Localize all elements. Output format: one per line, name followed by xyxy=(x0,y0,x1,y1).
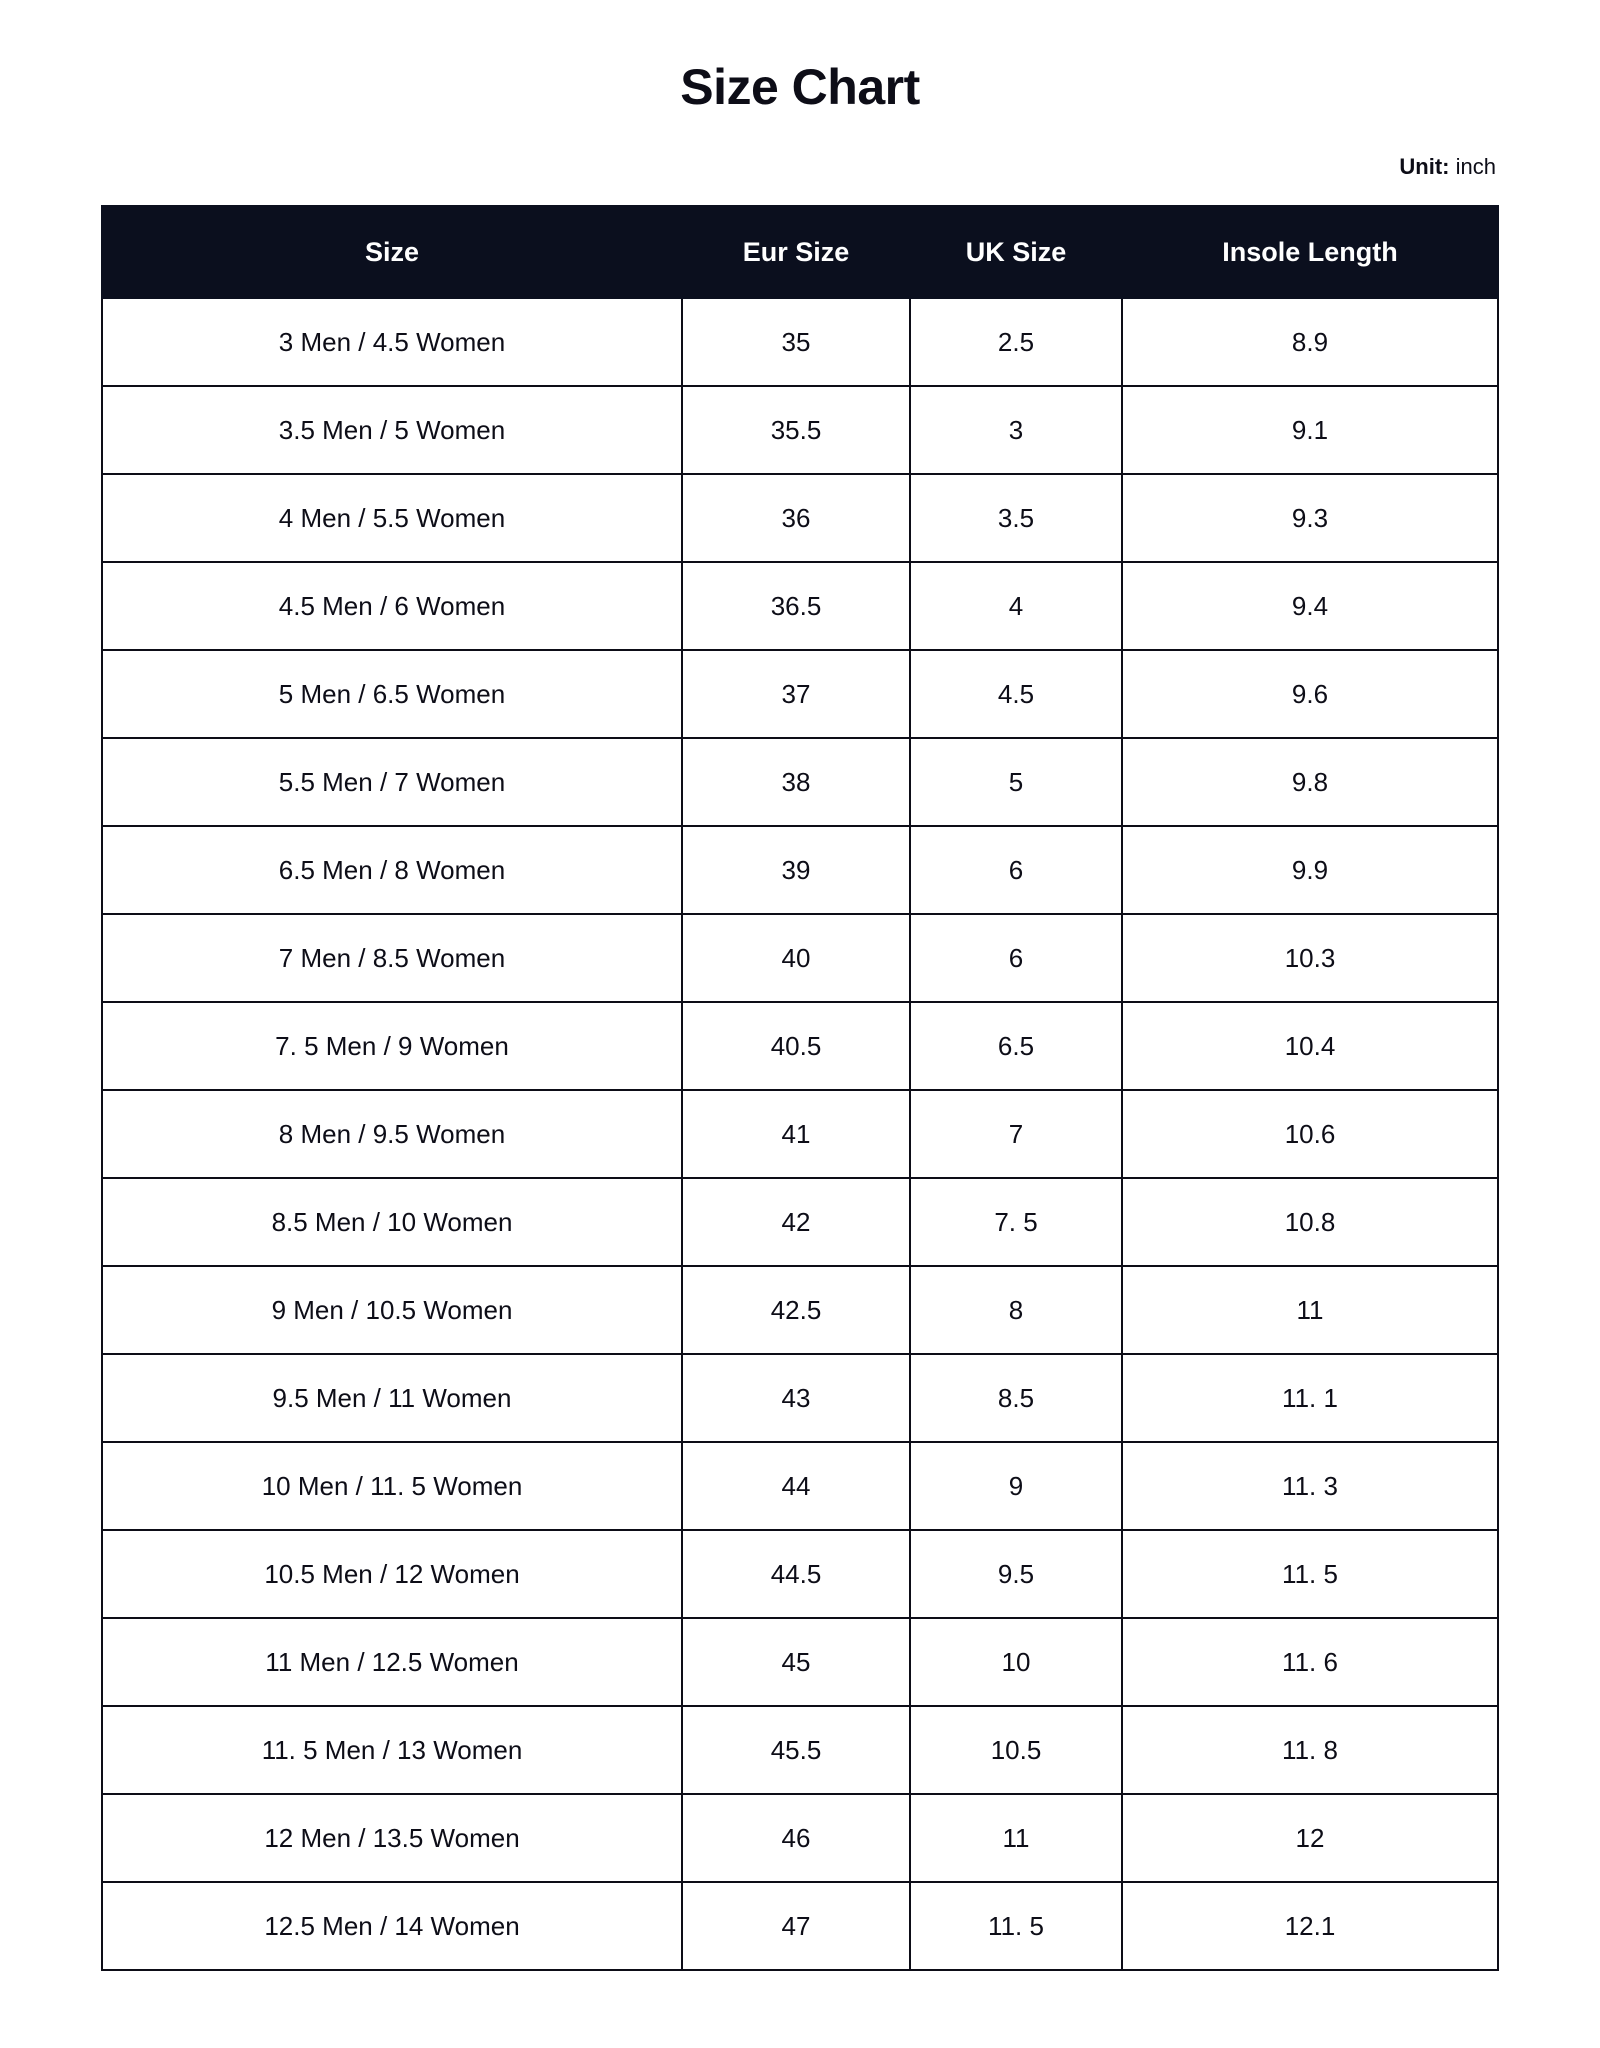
table-row xyxy=(102,1266,1498,1354)
cell-uk-size: 11. 5 xyxy=(910,1882,1122,1970)
cell-eur-size: 44 xyxy=(682,1442,910,1530)
cell-uk-size: 7. 5 xyxy=(910,1178,1122,1266)
cell-eur-size: 45.5 xyxy=(682,1706,910,1794)
table-row xyxy=(102,738,1498,826)
cell-insole-length: 11. 5 xyxy=(1122,1530,1498,1618)
cell-eur-size: 43 xyxy=(682,1354,910,1442)
cell-size: 3 Men / 4.5 Women xyxy=(102,298,682,386)
table-row xyxy=(102,650,1498,738)
cell-insole-length: 12 xyxy=(1122,1794,1498,1882)
cell-insole-length: 10.4 xyxy=(1122,1002,1498,1090)
cell-eur-size: 36 xyxy=(682,474,910,562)
table-row xyxy=(102,826,1498,914)
cell-size: 12 Men / 13.5 Women xyxy=(102,1794,682,1882)
column-header-size: Size xyxy=(102,206,682,298)
table-body xyxy=(102,298,1498,1970)
cell-insole-length: 9.8 xyxy=(1122,738,1498,826)
cell-eur-size: 40.5 xyxy=(682,1002,910,1090)
cell-uk-size: 3.5 xyxy=(910,474,1122,562)
unit-value: inch xyxy=(1455,154,1496,179)
page-title: Size Chart xyxy=(680,59,920,115)
cell-uk-size: 5 xyxy=(910,738,1122,826)
cell-size: 4 Men / 5.5 Women xyxy=(102,474,682,562)
cell-uk-size: 7 xyxy=(910,1090,1122,1178)
cell-insole-length: 9.6 xyxy=(1122,650,1498,738)
cell-eur-size: 37 xyxy=(682,650,910,738)
unit-note xyxy=(100,154,1500,180)
table-row xyxy=(102,1442,1498,1530)
cell-size: 8.5 Men / 10 Women xyxy=(102,1178,682,1266)
cell-size: 9 Men / 10.5 Women xyxy=(102,1266,682,1354)
table-row xyxy=(102,1794,1498,1882)
table-row xyxy=(102,298,1498,386)
cell-uk-size: 3 xyxy=(910,386,1122,474)
table-row xyxy=(102,914,1498,1002)
cell-insole-length: 11. 6 xyxy=(1122,1618,1498,1706)
cell-size: 11. 5 Men / 13 Women xyxy=(102,1706,682,1794)
cell-insole-length: 10.8 xyxy=(1122,1178,1498,1266)
cell-size: 7 Men / 8.5 Women xyxy=(102,914,682,1002)
table-row xyxy=(102,1090,1498,1178)
cell-uk-size: 9 xyxy=(910,1442,1122,1530)
cell-size: 5 Men / 6.5 Women xyxy=(102,650,682,738)
cell-eur-size: 40 xyxy=(682,914,910,1002)
cell-insole-length: 11 xyxy=(1122,1266,1498,1354)
cell-uk-size: 11 xyxy=(910,1794,1122,1882)
cell-eur-size: 38 xyxy=(682,738,910,826)
table-row xyxy=(102,474,1498,562)
size-chart-table xyxy=(101,205,1499,1971)
cell-eur-size: 35.5 xyxy=(682,386,910,474)
cell-insole-length: 9.3 xyxy=(1122,474,1498,562)
cell-insole-length: 8.9 xyxy=(1122,298,1498,386)
cell-size: 7. 5 Men / 9 Women xyxy=(102,1002,682,1090)
cell-size: 5.5 Men / 7 Women xyxy=(102,738,682,826)
unit-label: Unit: xyxy=(1399,154,1450,179)
cell-eur-size: 35 xyxy=(682,298,910,386)
column-header-eur-size: Eur Size xyxy=(682,206,910,298)
cell-insole-length: 9.4 xyxy=(1122,562,1498,650)
cell-insole-length: 10.3 xyxy=(1122,914,1498,1002)
cell-eur-size: 47 xyxy=(682,1882,910,1970)
cell-insole-length: 12.1 xyxy=(1122,1882,1498,1970)
column-header-insole-length: Insole Length xyxy=(1122,206,1498,298)
table-row xyxy=(102,1178,1498,1266)
cell-size: 4.5 Men / 6 Women xyxy=(102,562,682,650)
cell-size: 9.5 Men / 11 Women xyxy=(102,1354,682,1442)
table-row xyxy=(102,1002,1498,1090)
cell-size: 3.5 Men / 5 Women xyxy=(102,386,682,474)
cell-size: 10 Men / 11. 5 Women xyxy=(102,1442,682,1530)
cell-uk-size: 8.5 xyxy=(910,1354,1122,1442)
cell-eur-size: 36.5 xyxy=(682,562,910,650)
cell-insole-length: 9.1 xyxy=(1122,386,1498,474)
cell-size: 12.5 Men / 14 Women xyxy=(102,1882,682,1970)
cell-uk-size: 6.5 xyxy=(910,1002,1122,1090)
cell-eur-size: 45 xyxy=(682,1618,910,1706)
table-row xyxy=(102,562,1498,650)
cell-uk-size: 4 xyxy=(910,562,1122,650)
cell-uk-size: 6 xyxy=(910,914,1122,1002)
cell-uk-size: 10.5 xyxy=(910,1706,1122,1794)
table-header xyxy=(102,206,1498,298)
cell-eur-size: 44.5 xyxy=(682,1530,910,1618)
cell-insole-length: 11. 8 xyxy=(1122,1706,1498,1794)
table-row xyxy=(102,1354,1498,1442)
column-header-uk-size: UK Size xyxy=(910,206,1122,298)
cell-uk-size: 2.5 xyxy=(910,298,1122,386)
table-row xyxy=(102,1706,1498,1794)
cell-size: 10.5 Men / 12 Women xyxy=(102,1530,682,1618)
cell-insole-length: 9.9 xyxy=(1122,826,1498,914)
cell-size: 11 Men / 12.5 Women xyxy=(102,1618,682,1706)
cell-eur-size: 46 xyxy=(682,1794,910,1882)
cell-insole-length: 11. 1 xyxy=(1122,1354,1498,1442)
cell-uk-size: 4.5 xyxy=(910,650,1122,738)
table-header-row xyxy=(102,206,1498,298)
cell-uk-size: 9.5 xyxy=(910,1530,1122,1618)
cell-eur-size: 41 xyxy=(682,1090,910,1178)
cell-eur-size: 42 xyxy=(682,1178,910,1266)
table-row xyxy=(102,386,1498,474)
cell-size: 8 Men / 9.5 Women xyxy=(102,1090,682,1178)
table-row xyxy=(102,1618,1498,1706)
cell-uk-size: 6 xyxy=(910,826,1122,914)
cell-insole-length: 10.6 xyxy=(1122,1090,1498,1178)
table-row xyxy=(102,1530,1498,1618)
cell-uk-size: 10 xyxy=(910,1618,1122,1706)
table-row xyxy=(102,1882,1498,1970)
cell-insole-length: 11. 3 xyxy=(1122,1442,1498,1530)
cell-size: 6.5 Men / 8 Women xyxy=(102,826,682,914)
cell-eur-size: 39 xyxy=(682,826,910,914)
cell-uk-size: 8 xyxy=(910,1266,1122,1354)
cell-eur-size: 42.5 xyxy=(682,1266,910,1354)
